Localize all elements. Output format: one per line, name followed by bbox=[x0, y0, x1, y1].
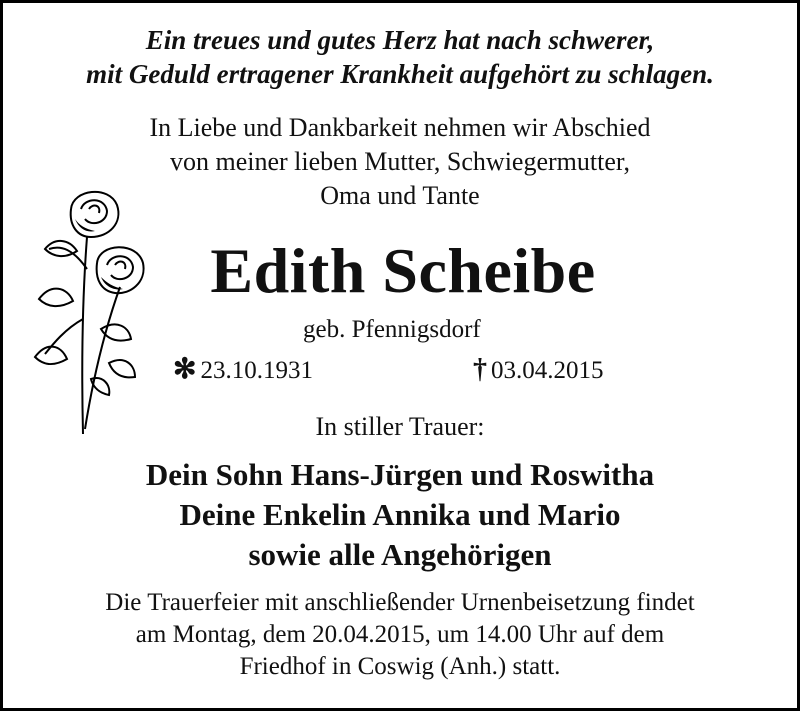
birth-date: 23.10.1931 bbox=[200, 357, 313, 384]
service-line: Die Trauerfeier mit anschließender Urnenbeisetzung findet bbox=[105, 589, 695, 616]
intro-line: von meiner lieben Mutter, Schwiegermutter, bbox=[169, 147, 630, 176]
family-list bbox=[3, 455, 797, 575]
birth-name: geb. Pfennigsdorf bbox=[303, 316, 481, 343]
service-line: Friedhof in Coswig (Anh.) statt. bbox=[239, 653, 561, 680]
intro-line: In Liebe und Dankbarkeit nehmen wir Abschied bbox=[149, 113, 651, 142]
motto-line: Ein treues und gutes Herz hat nach schwerer, bbox=[145, 25, 655, 55]
service-line: am Montag, dem 20.04.2015, um 14.00 Uhr auf dem bbox=[135, 621, 665, 648]
intro-line: Oma und Tante bbox=[320, 181, 480, 210]
death-date: 03.04.2015 bbox=[491, 357, 604, 384]
family-line: sowie alle Angehörigen bbox=[248, 537, 552, 572]
asterisk-icon: ✻ bbox=[173, 354, 197, 385]
funeral-service-info bbox=[3, 587, 797, 683]
rose-illustration-icon bbox=[25, 179, 155, 439]
family-line: Deine Enkelin Annika und Mario bbox=[179, 497, 621, 532]
motto bbox=[3, 23, 797, 91]
cross-icon: † bbox=[473, 354, 487, 385]
motto-line: mit Geduld ertragener Krankheit aufgehört zu schlagen. bbox=[86, 59, 714, 89]
death-date-line bbox=[473, 355, 604, 386]
birth-date-line bbox=[173, 355, 313, 386]
mourning-heading: In stiller Trauer: bbox=[315, 412, 485, 441]
deceased-name: Edith Scheibe bbox=[210, 235, 596, 306]
family-line: Dein Sohn Hans-Jürgen und Roswitha bbox=[145, 457, 655, 492]
